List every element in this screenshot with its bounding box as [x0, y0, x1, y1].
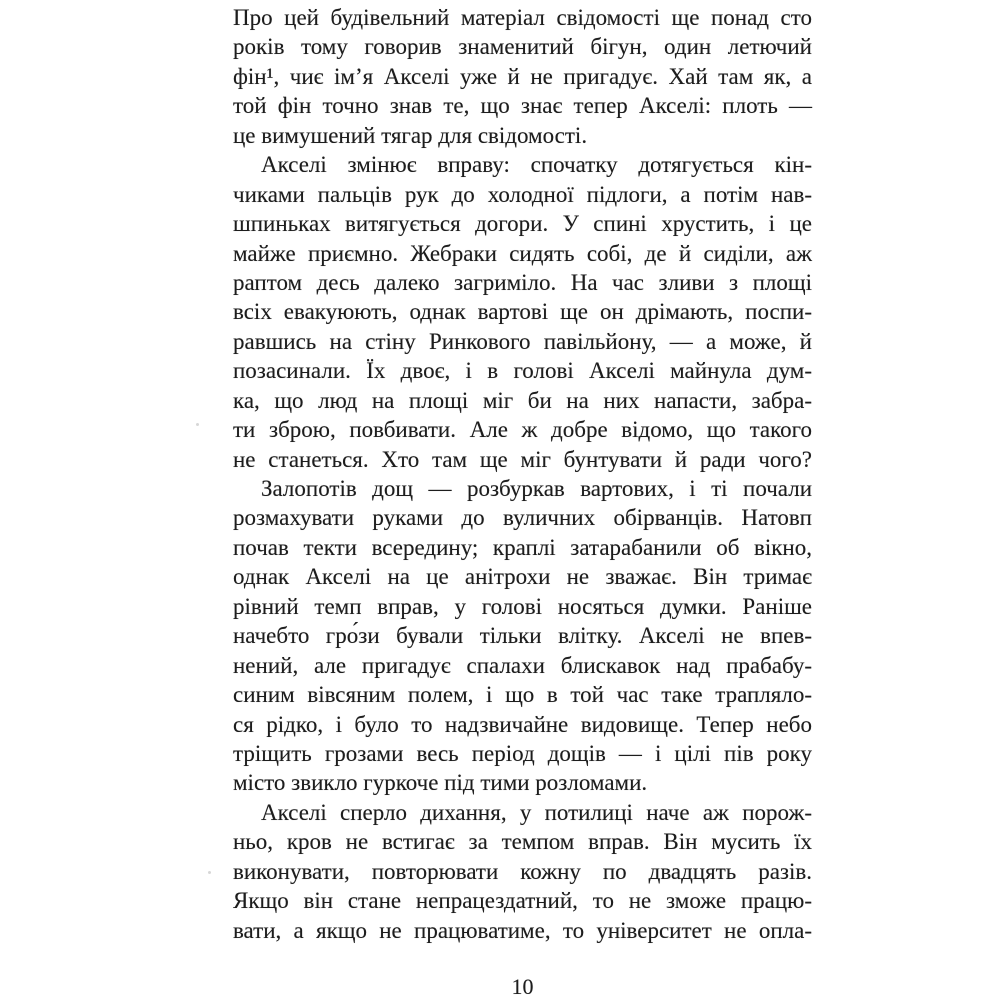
text-line: позасинали. Їх двоє, і в голові Акселі майнула дум-	[233, 358, 812, 384]
text-line: вати, а якщо не працюватиме, то університет не опла-	[233, 917, 812, 943]
text-line: фін¹, чиє ім’я Акселі уже й не пригадує. Хай там як, а	[233, 63, 812, 89]
text-line: однак Акселі на це анітрохи не зважає. Він тримає	[233, 564, 812, 590]
text-line: почав текти всередину; краплі затарабанили об вікно,	[233, 534, 812, 560]
scan-speck	[531, 200, 533, 202]
text-line: Залопотів дощ — розбуркав вартових, і ті почали	[261, 476, 812, 501]
text-line: Про цей будівельний матеріал свідомості ще понад сто	[233, 5, 812, 30]
text-line: нений, але пригадує спалахи блискавок над прабабу-	[233, 652, 812, 678]
text-line: чиками пальців рук до холодної підлоги, а потім нав-	[233, 181, 812, 207]
text-line: ти зброю, повбивати. Але ж добре відомо, що такого	[233, 417, 812, 443]
text-line: тріщить грозами весь період дощів — і цілі пів року	[233, 740, 812, 766]
scan-speck	[208, 871, 211, 874]
text-line: виконувати, повторювати кожну по двадцять разів.	[233, 858, 812, 884]
text-line: равшись на стіну Ринкового павільйону, — а може, й	[233, 328, 812, 354]
body-text	[233, 3, 812, 945]
text-line: шпиньках витягується догори. У спині хрустить, і це	[233, 211, 812, 237]
text-line: Акселі змінює вправу: спочатку дотягується кін-	[261, 152, 812, 178]
text-line: не станеться. Хто там ще міг бунтувати й ради чого?	[233, 446, 812, 472]
scan-speck	[196, 423, 199, 426]
text-line: той фін точно знав те, що знає тепер Акселі: плоть —	[233, 93, 812, 119]
text-line: ка, що люд на площі міг би на них напасти, забра-	[233, 387, 812, 413]
text-line: розмахувати руками до вуличних обірванців. Натовп	[233, 505, 812, 531]
text-line: ньо, кров не встигає за темпом вправ. Він мусить їх	[233, 829, 812, 855]
text-line: Акселі сперло дихання, у потилиці наче аж порож-	[261, 799, 812, 825]
page-number: 10	[511, 974, 534, 999]
text-line: Якщо він стане непрацездатний, то не зможе працю-	[233, 888, 812, 914]
text-line: рівний темп вправ, у голові носяться думки. Раніше	[233, 593, 812, 619]
text-line: синим вівсяним полем, і що в той час таке трапляло-	[233, 682, 812, 708]
text-line: начебто гро́зи бували тільки влітку. Акселі не впев-	[233, 623, 812, 649]
text-line: років тому говорив знаменитий бігун, один летючий	[233, 34, 812, 60]
text-line: майже приємно. Жебраки сидять собі, де й сиділи, аж	[233, 240, 812, 266]
text-line: ся рідко, і було то надзвичайне видовище. Тепер небо	[233, 711, 812, 737]
text-line: всіх евакуюють, однак вартові ще он дрімають, поспи-	[233, 299, 812, 325]
text-line: раптом десь далеко загриміло. На час зливи з площі	[233, 269, 812, 295]
text-line: місто звикло гуркоче під тими розломами.	[233, 770, 648, 796]
text-line: це вимушений тягар для свідомості.	[233, 122, 588, 148]
